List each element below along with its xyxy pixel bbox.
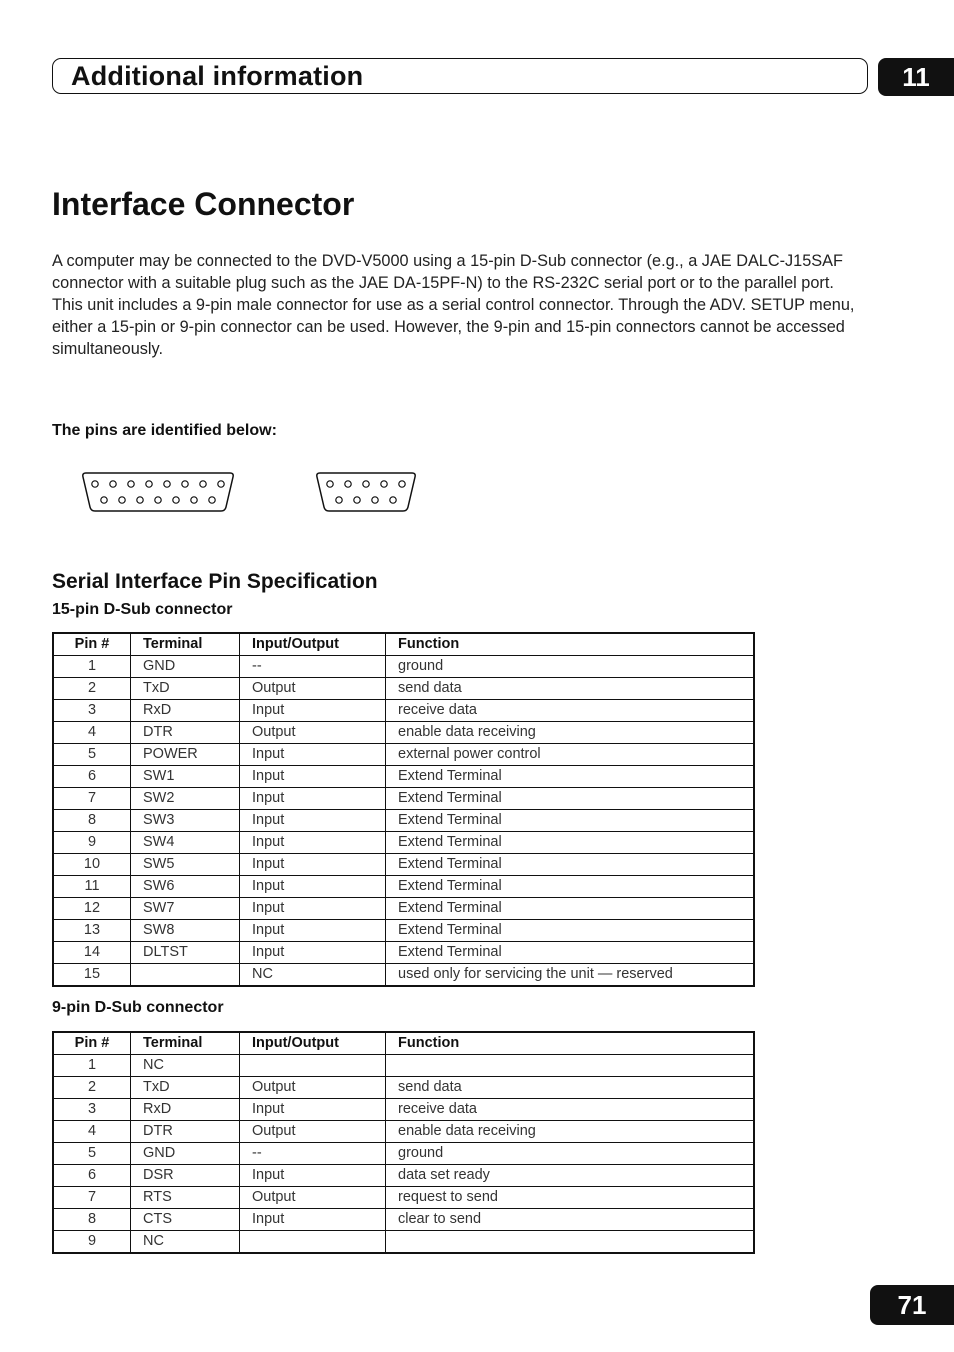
table-row	[53, 788, 754, 810]
function-cell: Extend Terminal	[386, 854, 755, 876]
function-cell: Extend Terminal	[386, 920, 755, 942]
terminal-cell: TxD	[131, 1077, 240, 1099]
io-cell: Input	[240, 744, 386, 766]
io-cell: Input	[240, 942, 386, 964]
io-cell: Input	[240, 766, 386, 788]
table-row	[53, 942, 754, 964]
io-cell: Output	[240, 678, 386, 700]
function-cell: Extend Terminal	[386, 876, 755, 898]
pin-hole	[146, 481, 152, 487]
io-cell: Output	[240, 722, 386, 744]
io-cell: Input	[240, 1099, 386, 1121]
connector-shell	[83, 473, 233, 511]
pin-cell: 8	[53, 810, 131, 832]
function-cell: ground	[386, 1143, 755, 1165]
pin-hole	[399, 481, 405, 487]
intro-paragraph: A computer may be connected to the DVD-V5000 using a 15-pin D-Sub connector (e.g., a JAE DALC-J15SAF connector with a suitable plug such as the JAE DA-15PF-N) to the RS-232C serial port or to the parallel port.	[52, 252, 843, 292]
connector-pins	[327, 481, 405, 503]
function-cell: send data	[386, 1077, 755, 1099]
io-cell: Input	[240, 1209, 386, 1231]
terminal-cell: SW8	[131, 920, 240, 942]
function-cell: Extend Terminal	[386, 898, 755, 920]
pin-hole	[128, 481, 134, 487]
io-cell: Input	[240, 788, 386, 810]
io-cell: Input	[240, 920, 386, 942]
terminal-cell: SW7	[131, 898, 240, 920]
section-heading: Serial Interface Pin Specification	[52, 570, 378, 593]
terminal-cell	[131, 964, 240, 987]
pin-cell: 9	[53, 1231, 131, 1254]
io-cell: NC	[240, 964, 386, 987]
table-row	[53, 1099, 754, 1121]
pin-cell: 10	[53, 854, 131, 876]
pin-hole	[218, 481, 224, 487]
pin-cell: 3	[53, 1099, 131, 1121]
table-row	[53, 1209, 754, 1231]
pin-cell: 7	[53, 1187, 131, 1209]
io-cell: --	[240, 656, 386, 678]
page-title: Interface Connector	[52, 186, 355, 222]
pins-label: The pins are identified below:	[52, 422, 277, 439]
io-cell: Output	[240, 1187, 386, 1209]
io-cell	[240, 1055, 386, 1077]
terminal-cell: DSR	[131, 1165, 240, 1187]
pin-hole	[110, 481, 116, 487]
pin-hole	[101, 497, 107, 503]
chapter-number-tab: 11	[878, 58, 954, 96]
pin-hole	[372, 497, 378, 503]
pin-cell: 8	[53, 1209, 131, 1231]
pin-hole	[155, 497, 161, 503]
table-row	[53, 678, 754, 700]
pin-hole	[119, 497, 125, 503]
col-function-header: Function	[386, 1032, 755, 1055]
terminal-cell: POWER	[131, 744, 240, 766]
pin-hole	[182, 481, 188, 487]
pin-cell: 13	[53, 920, 131, 942]
table-row	[53, 898, 754, 920]
terminal-cell: SW5	[131, 854, 240, 876]
table-row	[53, 700, 754, 722]
table-row	[53, 1187, 754, 1209]
pin-hole	[336, 497, 342, 503]
io-cell: Output	[240, 1121, 386, 1143]
terminal-cell: NC	[131, 1055, 240, 1077]
terminal-cell: TxD	[131, 678, 240, 700]
function-cell: Extend Terminal	[386, 788, 755, 810]
function-cell: Extend Terminal	[386, 942, 755, 964]
terminal-cell: DLTST	[131, 942, 240, 964]
terminal-cell: SW3	[131, 810, 240, 832]
terminal-cell: RxD	[131, 1099, 240, 1121]
io-cell: Input	[240, 810, 386, 832]
fifteen-pin-connector-icon	[80, 471, 236, 515]
pin-hole	[345, 481, 351, 487]
function-cell: enable data receiving	[386, 1121, 755, 1143]
table-row	[53, 810, 754, 832]
pin-hole	[92, 481, 98, 487]
function-cell: used only for servicing the unit — reserved	[386, 964, 755, 987]
function-cell: Extend Terminal	[386, 766, 755, 788]
io-cell: Input	[240, 832, 386, 854]
col-pin-header: Pin #	[53, 633, 131, 656]
pin-cell: 6	[53, 1165, 131, 1187]
io-cell	[240, 1231, 386, 1254]
pin-cell: 14	[53, 942, 131, 964]
terminal-cell: NC	[131, 1231, 240, 1254]
terminal-cell: RxD	[131, 700, 240, 722]
function-cell: clear to send	[386, 1209, 755, 1231]
pin-cell: 2	[53, 678, 131, 700]
function-cell: Extend Terminal	[386, 810, 755, 832]
terminal-cell: CTS	[131, 1209, 240, 1231]
intro-paragraph: This unit includes a 9-pin male connector for use as a serial control connector. Through the ADV. SETUP menu, either a 15-pin or 9-pin connector can be used. However, the 9-pin and 15-pin connectors cannot be accessed simultaneously.	[52, 296, 855, 358]
table-row	[53, 1143, 754, 1165]
pin-hole	[191, 497, 197, 503]
function-cell: Extend Terminal	[386, 832, 755, 854]
table-row	[53, 1121, 754, 1143]
pin-cell: 5	[53, 1143, 131, 1165]
pin-hole	[164, 481, 170, 487]
terminal-cell: RTS	[131, 1187, 240, 1209]
nine-pin-table	[52, 1031, 755, 1254]
pin-cell: 5	[53, 744, 131, 766]
io-cell: --	[240, 1143, 386, 1165]
terminal-cell: SW2	[131, 788, 240, 810]
pin-cell: 12	[53, 898, 131, 920]
pin-cell: 11	[53, 876, 131, 898]
table-row	[53, 1165, 754, 1187]
pin-cell: 6	[53, 766, 131, 788]
nine-pin-connector-icon	[314, 471, 418, 515]
table-row	[53, 876, 754, 898]
function-cell: request to send	[386, 1187, 755, 1209]
terminal-cell: GND	[131, 656, 240, 678]
function-cell: send data	[386, 678, 755, 700]
io-cell: Input	[240, 700, 386, 722]
chapter-title: Additional information	[71, 61, 364, 91]
terminal-cell: GND	[131, 1143, 240, 1165]
function-cell	[386, 1231, 755, 1254]
pin-cell: 1	[53, 1055, 131, 1077]
io-cell: Input	[240, 898, 386, 920]
col-pin-header: Pin #	[53, 1032, 131, 1055]
table-header-row	[53, 633, 754, 656]
terminal-cell: SW1	[131, 766, 240, 788]
table-row	[53, 722, 754, 744]
pin-hole	[363, 481, 369, 487]
col-io-header: Input/Output	[240, 633, 386, 656]
table15-caption: 15-pin D-Sub connector	[52, 601, 233, 618]
function-cell: data set ready	[386, 1165, 755, 1187]
table-row	[53, 964, 754, 987]
intro-text	[52, 250, 882, 360]
connector-pins	[92, 481, 224, 503]
table-row	[53, 744, 754, 766]
function-cell	[386, 1055, 755, 1077]
pin-cell: 4	[53, 1121, 131, 1143]
pin-hole	[209, 497, 215, 503]
table-row	[53, 920, 754, 942]
connector-shell	[317, 473, 415, 511]
pin-hole	[200, 481, 206, 487]
pin-hole	[173, 497, 179, 503]
terminal-cell: SW6	[131, 876, 240, 898]
page-number: 71	[870, 1285, 954, 1325]
pin-cell: 15	[53, 964, 131, 987]
col-terminal-header: Terminal	[131, 1032, 240, 1055]
pin-cell: 9	[53, 832, 131, 854]
io-cell: Output	[240, 1077, 386, 1099]
function-cell: receive data	[386, 1099, 755, 1121]
col-function-header: Function	[386, 633, 755, 656]
function-cell: external power control	[386, 744, 755, 766]
pin-hole	[354, 497, 360, 503]
table-row	[53, 832, 754, 854]
io-cell: Input	[240, 876, 386, 898]
pin-hole	[381, 481, 387, 487]
terminal-cell: DTR	[131, 1121, 240, 1143]
table-row	[53, 1055, 754, 1077]
terminal-cell: DTR	[131, 722, 240, 744]
pin-cell: 1	[53, 656, 131, 678]
pin-cell: 2	[53, 1077, 131, 1099]
pin-hole	[327, 481, 333, 487]
pin-hole	[390, 497, 396, 503]
function-cell: ground	[386, 656, 755, 678]
function-cell: enable data receiving	[386, 722, 755, 744]
table-row	[53, 766, 754, 788]
table-row	[53, 656, 754, 678]
fifteen-pin-table	[52, 632, 755, 987]
col-terminal-header: Terminal	[131, 633, 240, 656]
terminal-cell: SW4	[131, 832, 240, 854]
pin-hole	[137, 497, 143, 503]
chapter-header	[52, 58, 868, 94]
pin-cell: 7	[53, 788, 131, 810]
table-header-row	[53, 1032, 754, 1055]
table-row	[53, 1231, 754, 1254]
function-cell: receive data	[386, 700, 755, 722]
table-row	[53, 1077, 754, 1099]
pin-cell: 3	[53, 700, 131, 722]
table-row	[53, 854, 754, 876]
io-cell: Input	[240, 1165, 386, 1187]
col-io-header: Input/Output	[240, 1032, 386, 1055]
table9-caption: 9-pin D-Sub connector	[52, 999, 224, 1016]
pin-cell: 4	[53, 722, 131, 744]
io-cell: Input	[240, 854, 386, 876]
